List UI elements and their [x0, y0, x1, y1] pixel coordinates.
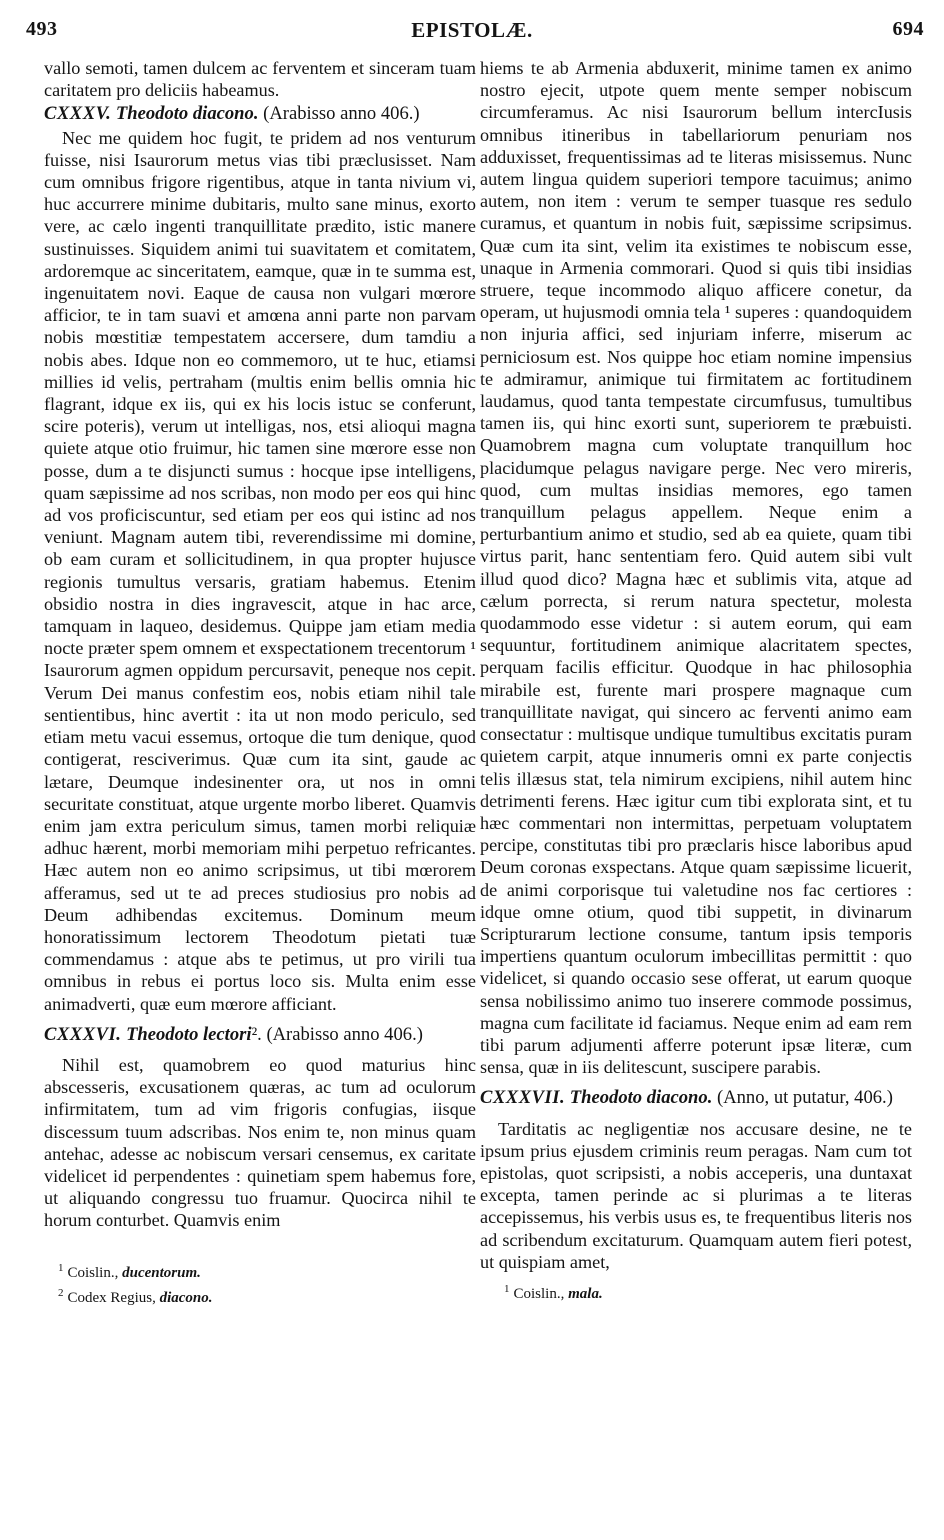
left-footnotes	[44, 1258, 476, 1308]
letter-136-heading	[44, 1024, 476, 1046]
left-column	[44, 57, 476, 1308]
letter-137-recipient: Theodoto diacono.	[569, 1087, 713, 1109]
footnote-2	[58, 1283, 476, 1308]
letter-136-recipient: Theodoto lectori	[126, 1023, 252, 1045]
letter-135-heading	[44, 103, 476, 125]
footnote-1-reading: ducentorum.	[122, 1264, 201, 1281]
right-footnotes	[480, 1279, 912, 1304]
footnote-right-1-source: Coislin.,	[513, 1285, 565, 1302]
footnote-right-1-mark: 1	[504, 1282, 510, 1295]
right-page-number: 694	[892, 18, 924, 40]
letter-136-body: Nihil est, quamobrem eo quod maturius hinc abscesseris, excusationem quæras, ac tum ad oculorum infirmitatem, tum ad vim frigoris confugias, iisque discessum tuum adscribas. Nos enim te, non minus quam antehac, adesse ac nobiscum versari censemus, ex caritate videlicet id perpendentes : quinetiam spem habemus fore, ut aliquando congressu tuo fruamur. Quocirca nihil te horum conturbet. Quamvis enim	[44, 1054, 476, 1231]
letter-137-heading	[480, 1087, 912, 1109]
letter-137-date: (Anno, ut putatur, 406.)	[717, 1087, 893, 1109]
running-title: EPISTOLÆ.	[411, 18, 533, 42]
footnote-right-1	[504, 1279, 912, 1304]
right-column	[480, 57, 912, 1304]
footnote-1	[58, 1258, 476, 1283]
letter-136-footnote-marker: ²	[251, 1023, 258, 1045]
letter-137-number: CXXXVII.	[480, 1087, 566, 1109]
letter-135-date: (Arabisso anno 406.)	[263, 103, 420, 125]
letter-136-number: CXXXVI.	[44, 1023, 122, 1045]
letter-135-recipient: Theodoto diacono.	[115, 103, 259, 125]
left-page-number: 493	[26, 18, 58, 40]
letter-137-body: Tarditatis ac negligentiæ nos accusare desine, ne te ipsum prius ejusdem criminis reum peragas. Nam cum tot epistolas, quot scripsisti, a nobis acceperis, una duntaxat excepta, tamen perinde ac si plurimas a te literas accepissemus, his verbis usus es, te frequentibus literis nos ad scribendum excitaturum. Quamquam autem fieri potest, ut quispiam amet,	[480, 1118, 912, 1272]
footnote-2-reading: diacono.	[159, 1289, 213, 1306]
footnote-2-source: Codex Regius,	[67, 1289, 156, 1306]
letter-135-number: CXXXV.	[44, 103, 112, 125]
letter-136-date: . (Arabisso anno 406.)	[257, 1023, 423, 1045]
letter-136-continuation: hiems te ab Armenia abduxerit, minime tamen ex animo nostro ejecit, utpote quem mente semper nobiscum circumferamus. Ac nisi Isaurorum bellum intercIusis omnibus itineribus in tabellariorum penuriam nos adduxisset, frequentissimas ad te literas misissemus. Nunc autem lingua quidem superiori tempore tacuimus; animo autem, non item : verum te semper tuasque res sedulo curamus, et quantum in nobis fuit, sæpissime scripsimus. Quæ cum ita sint, velim ita existimes te nobiscum esse, unaque in Armenia commorari. Quod si quis tibi insidias struere, teque incommodo aliquo afficere conetur, da operam, ut hujusmodi omnia tela ¹ superes : quandoquidem non injuria affici, sed injuriam inferre, miserum ac perniciosum est. Nos quippe hoc etiam nomine impensius te admiramur, animique tui firmitatem ac fortitudinem laudamus, quod tanta tempestate circumfusus, tumultibus tamen iis, qui hinc exorti sunt, superiorem te præbuisti. Quamobrem magna cum voluptate tranquillum hoc placidumque pelagus navigare perge. Nec vero mireris, quod, cum multas insidias memores, ego tamen tranquillum pelagus appellem. Neque enim a perturbantium animo et studio, sed ab ea quiete, quam tibi virtus parit, hanc sententiam fero. Quid autem sibi vult illud quod dico? Magna hæc et sublimis vita, atque ad cælum porrecta, si rerum natura spectetur, molesta quodammodo esse videtur : si autem eorum, qui eam sequuntur, fortitudinem animique alacritatem spectes, perquam facilis efficitur. Quodque in hac philosophia mirabile est, furente mari prospere magnaque cum tranquillitate navigat, qui sincero ac ferventi animo eam consectatur : multisque undique tumultibus excitatis puram quietem carpit, atque innumeris omni ex parte conjectis telis illæsus stat, tela nimirum excipiens, nihil autem hinc detrimenti ferens. Hæc igitur cum tibi explorata sint, et tu hæc commentari non intermittas, perpetuam voluptatem percipe, constitutas tibi pro præclaris hisce laboribus apud Deum coronas exspectans. Atque quam sæpissime licuerit, de animi corporisque tui valetudine nos fac certiores : idque omne otium, quod tibi suppetit, in divinarum Scripturarum lectione consume, tantum ipsis temporis impertiens quantum oculorum imbecillitas permittit : quo videlicet, si quando occasio sese offerat, ut earum quoque sensa nobilissimo animo tuo inserere commode possimus, magna cum facilitate id faciamus. Neque enim ad eam rem tibi parum adjumenti afferre poterunt ipsæ literæ, cum sensa, quæ in iis delitescunt, suscipere parabis.	[480, 58, 912, 1078]
footnote-1-mark: 1	[58, 1261, 64, 1274]
footnote-2-mark: 2	[58, 1286, 64, 1299]
footnote-1-source: Coislin.,	[67, 1264, 119, 1281]
intro-paragraph: vallo semoti, tamen dulcem ac ferventem et sinceram tuam caritatem pro deliciis habeamus.	[44, 58, 476, 101]
footnote-right-1-reading: mala.	[568, 1285, 603, 1302]
letter-135-body: Nec me quidem hoc fugit, te pridem ad nos venturum fuisse, nisi Isaurorum metus vias tibi præclusisset. Nam cum omnibus frigore rigentibus, atque in tanta nivium vi, huc accurrere minime dubitaris, multo sane minus, exorto vere, ac cælo ingenti tranquillitate prædito, istic manere sustinuisses. Siquidem animi tui suavitatem et comitatem, ardoremque ac sinceritatem, eamque, quæ in te summa est, ingenuitatem novi. Eaque de causa non vulgari mœrore afficior, te in tam suavi et amœna anni parte non parvam nobis mœstitiæ tempestatem accersere, dum tamdiu a nobis abes. Idque non eo commemoro, ut te huc, etiamsi millies id velis, pertraham (multis enim bellis omnia hic flagrant, idque ex iis, qui ex his locis istuc se conferunt, scire poteris), verum ut intelligas, nos, etsi alioqui magna quiete atque otio fruimur, hic tamen sine mœrore esse non posse, dum a te disjuncti sumus : hocque ipse intelligens, quam sæpissime ad nos scribas, non modo per eos qui hinc ad vos proficiscuntur, sed etiam per eos qui istinc ad nos veniunt. Magnam autem tibi, reverendissime mi domine, ob eam curam et sollicitudinem, in qua propter hujusce regionis tumultus versaris, gratiam habemus. Etenim obsidio nostra in dies ingravescit, atque in hac arce, tamquam in laqueo, desidemus. Quippe jam etiam media nocte præter spem omnem et exspectationem trecentorum ¹ Isaurorum agmen oppidum percursavit, peneque nos cepit. Verum Dei manus confestim eos, nobis etiam nihil tale sentientibus, hinc avertit : ita ut non modo periculo, sed etiam metu vacui essemus, ortoque die tum denique, quod contigerat, resciverimus. Quæ cum ita sint, gaude ac lætare, Deumque indesinenter ora, ut nos in omni securitate constituat, atque urgente morbo liberet. Quamvis enim jam extra periculum simus, tamen morbi reliquiæ adhuc hærent, morbi memoriam mihi perpetuo refricantes. Hæc autem non eo animo scripsimus, ut tibi mœrorem afferamus, sed ut te ad preces studiosius pro nobis ad Deum adhibendas excitemus. Dominum meum honoratissimum lectorem Theodotum pietati tuæ commendamus : atque abs te petimus, ut pro virili tua omnibus in rebus ei portus loco sis. Multa enim esse animadverti, quæ eum mœrore afficiant.	[44, 127, 476, 1014]
